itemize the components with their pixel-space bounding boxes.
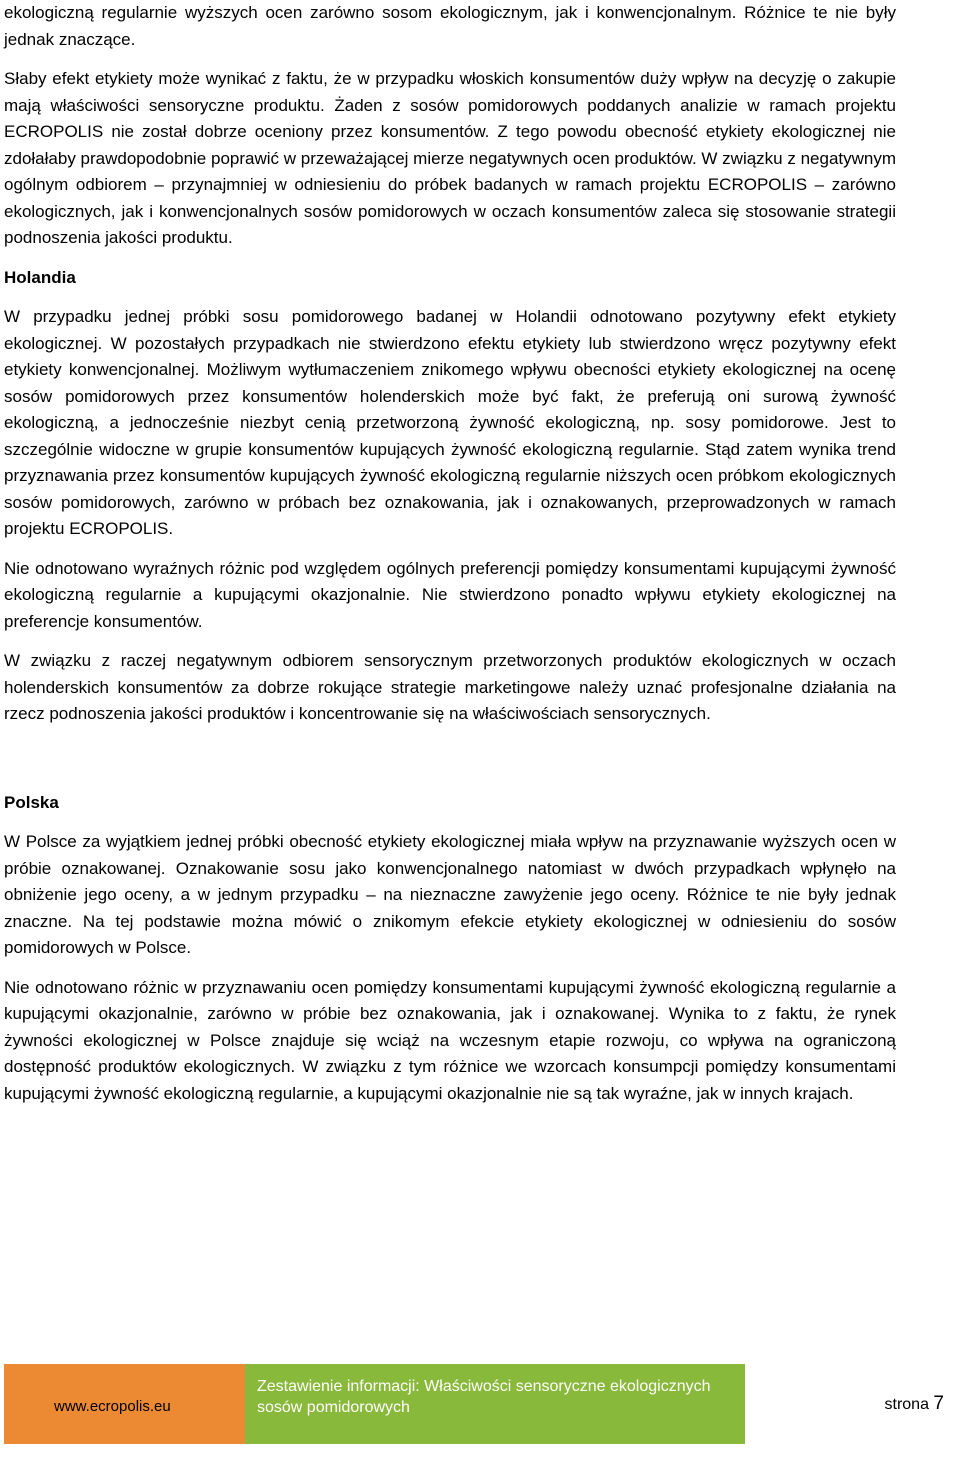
footer-left-block [4, 1364, 245, 1444]
page-number: 7 [933, 1393, 944, 1414]
paragraph-holandia-1: W przypadku jednej próbki sosu pomidorowego badanej w Holandii odnotowano pozytywny efekt etykiety ekologicznej. W pozostałych przypadkach nie stwierdzono efektu etykiety lub stwierdzono wręcz pozytywny efekt etykiety konwencjonalnej. Możliwym wytłumaczeniem znikomego wpływu obecności etykiety ekologicznej na ocenę sosów pomidorowych przez konsumentów holenderskich może być fakt, że preferują oni surową żywność ekologiczną, a jednocześnie niezbyt cenią przetworzoną żywność ekologiczną, np. sosy pomidorowe. Jest to szczególnie widoczne w grupie konsumentów kupujących żywność ekologiczną regularnie. Stąd zatem wynika trend przyznawania przez konsumentów kupujących żywność ekologiczną regularnie niższych ocen próbkom ekologicznych sosów pomidorowych, zarówno w próbach bez oznakowania, jak i oznakowanych, przeprowadzonych w ramach projektu ECROPOLIS. [4, 307, 896, 538]
section-heading-holandia: Holandia [4, 267, 76, 287]
paragraph-intro-continuation: ekologiczną regularnie wyższych ocen zarówno sosom ekologicznym, jak i konwencjonalnym. Różnice te nie były jednak znaczące. [4, 3, 896, 49]
page-footer [4, 1364, 956, 1444]
page-number-indicator [885, 1393, 945, 1415]
footer-website-link[interactable]: www.ecropolis.eu [54, 1398, 171, 1415]
footer-middle-block [245, 1364, 745, 1444]
footer-right-block [745, 1364, 956, 1444]
section-heading-polska: Polska [4, 792, 59, 812]
footer-title-line-1: Zestawienie informacji: Właściwości sensoryczne ekologicznych [257, 1378, 711, 1395]
document-body [4, 0, 896, 1107]
paragraph-weak-label-effect: Słaby efekt etykiety może wynikać z faktu, że w przypadku włoskich konsumentów duży wpływ na decyzję o zakupie mają właściwości sensoryczne produktu. Żaden z sosów pomidorowych poddanych analizie w ramach projektu ECROPOLIS nie został dobrze oceniony przez konsumentów. Z tego powodu obecność etykiety ekologicznej nie zdołałaby prawdopodobnie poprawić w przeważającej mierze negatywnych ocen produktów. W związku z negatywnym ogólnym odbiorem – przynajmniej w odniesieniu do próbek badanych w ramach projektu ECROPOLIS – zarówno ekologicznych, jak i konwencjonalnych sosów pomidorowych w oczach konsumentów zaleca się stosowanie strategii podnoszenia jakości produktu. [4, 69, 897, 247]
paragraph-holandia-3: W związku z raczej negatywnym odbiorem sensorycznym przetworzonych produktów ekologicznych w oczach holenderskich konsumentów za dobrze rokujące strategie marketingowe należy uznać profesjonalne działania na rzecz podnoszenia jakości produktów i koncentrowanie się na właściwościach sensorycznych. [4, 651, 896, 723]
footer-title-line-2: sosów pomidorowych [257, 1399, 410, 1416]
page-label: strona [884, 1396, 929, 1413]
paragraph-holandia-2: Nie odnotowano wyraźnych różnic pod względem ogólnych preferencji pomiędzy konsumentami kupującymi żywność ekologiczną regularnie a kupującymi okazjonalnie. Nie stwierdzono ponadto wpływu etykiety ekologicznej na preferencje konsumentów. [4, 558, 896, 631]
paragraph-polska-2: Nie odnotowano różnic w przyznawaniu ocen pomiędzy konsumentami kupującymi żywność ekologiczną regularnie a kupującymi okazjonalnie, zarówno w próbie bez oznakowania, jak i oznakowanej. Wynika to z faktu, że rynek żywności ekologicznej w Polsce znajduje się wciąż na wczesnym etapie rozwoju, co wpływa na ograniczoną dostępność produktów ekologicznych. W związku z tym różnice we wzorcach konsumpcji pomiędzy konsumentami kupującymi żywność ekologiczną regularnie, a kupującymi okazjonalnie nie są tak wyraźne, jak w innych krajach. [4, 977, 896, 1103]
paragraph-polska-1: W Polsce za wyjątkiem jednej próbki obecność etykiety ekologicznej miała wpływ na przyznawanie wyższych ocen w próbie oznakowanej. Oznakowanie sosu jako konwencjonalnego natomiast w dwóch przypadkach wpłynęło na obniżenie jego oceny, a w jednym przypadku – na nieznaczne zawyżenie jego oceny. Różnice te nie były jednak znaczne. Na tej podstawie można mówić o znikomym efekcie etykiety ekologicznej w odniesieniu do sosów pomidorowych w Polsce. [4, 832, 896, 957]
footer-document-title [257, 1376, 711, 1418]
